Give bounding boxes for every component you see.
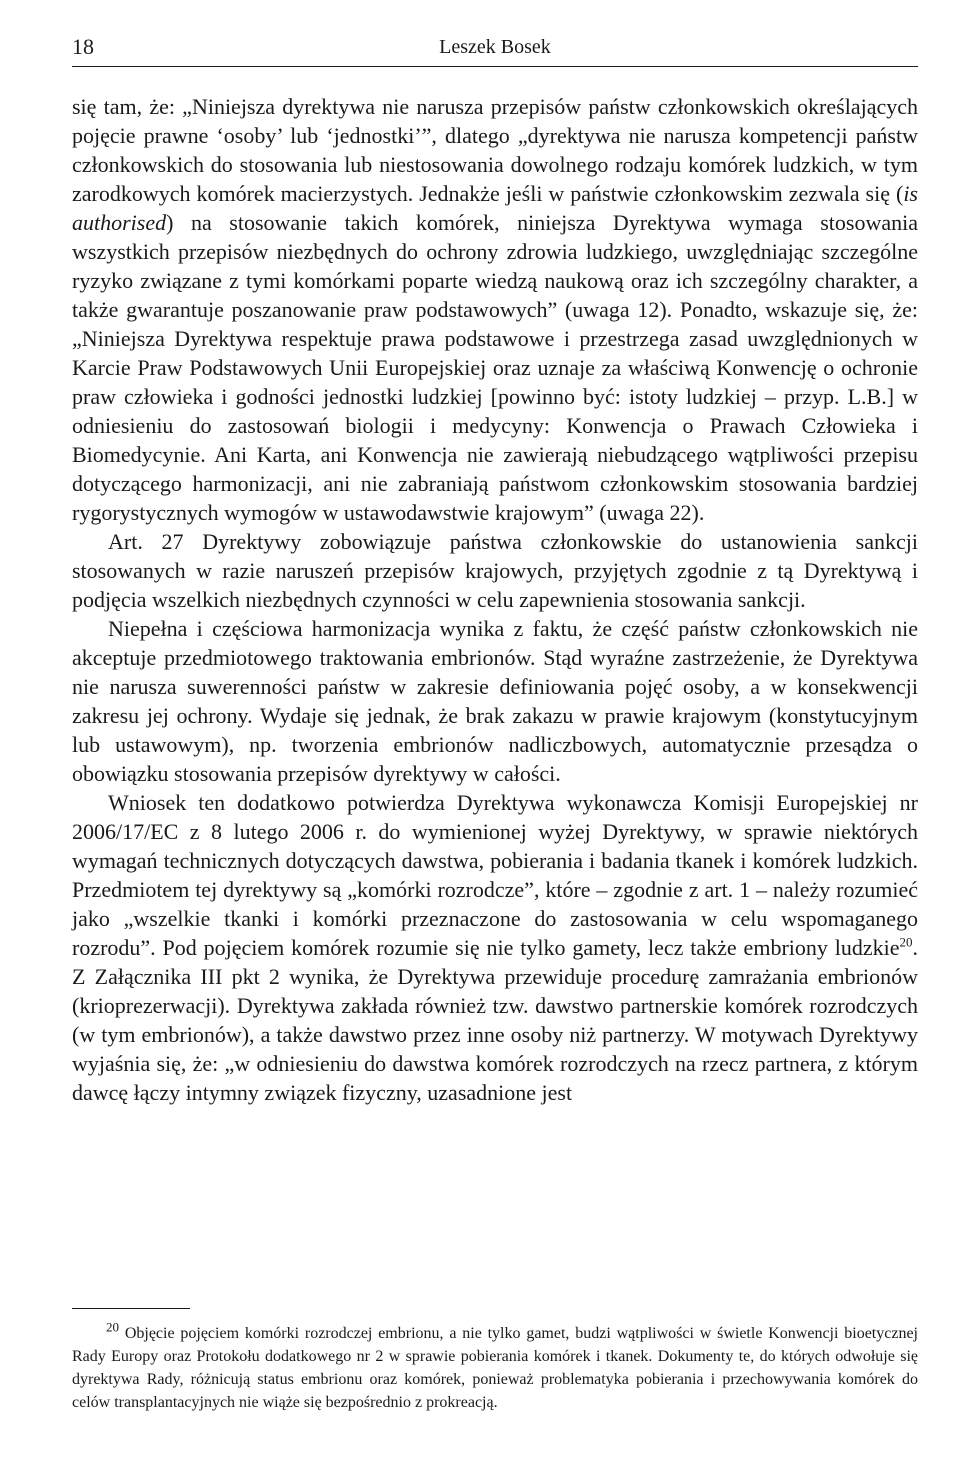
paragraph-2: Art. 27 Dyrektywy zobowiązuje państwa członkowskie do ustanowienia sankcji stosowanych w razie naruszeń przepisów krajowych, przyjętych zgodnie z tą Dyrektywą i podjęcia wszelkich niezbędnych czynności w celu zapewnienia stosowania sankcji. xyxy=(72,529,918,612)
footnote-number: 20 xyxy=(106,1319,119,1335)
body-text xyxy=(72,92,918,1107)
footnote-divider xyxy=(72,1308,190,1309)
page-number: 18 xyxy=(72,34,94,59)
running-head-author: Leszek Bosek xyxy=(439,36,551,58)
paragraph-4 xyxy=(72,788,918,1107)
italic-term: is authorised xyxy=(72,181,918,235)
paragraph-1 xyxy=(72,92,918,527)
paragraph-1-part-a: się tam, że: „Niniejsza dyrektywa nie narusza przepisów państw członkowskich określających pojęcie prawne ‘osoby’ lub ‘jednostki’”, dlatego „dyrektywa nie narusza kompetencji państw członkowskich do stosowania lub niestosowania dowolnego rodzaju komórek ludzkich, w tym zarodkowych komórek macierzystych. Jednakże jeśli w państwie członkowskim zezwala się ( xyxy=(72,94,918,206)
paragraph-4-part-a: Wniosek ten dodatkowo potwierdza Dyrektywa wykonawcza Komisji Europejskiej nr 2006/17/EC z 8 lutego 2006 r. do wymienionej wyżej Dyrektywy, w sprawie niektórych wymagań technicznych dotyczących dawstwa, pobierania i badania tkanek i komórek ludzkich. Przedmiotem tej dyrektywy są „komórki rozrodcze”, które – zgodnie z art. 1 – należy rozumieć jako „wszelkie tkanki i komórki przeznaczone do zastosowania w celu wspomaganego rozrodu”. Pod pojęciem komórek rozumie się nie tylko gamety, lecz także embriony ludzkie xyxy=(72,790,918,960)
paragraph-1-part-b: ) na stosowanie takich komórek, niniejsza Dyrektywa wymaga stosowania wszystkich przepisów niezbędnych do ochrony zdrowia ludzkiego, uwzględniając szczególne ryzyko związane z tymi komórkami poparte wiedzą naukową oraz ich szczególny charakter, a także gwarantuje poszanowanie praw podstawowych” (uwaga 12). Ponadto, wskazuje się, że: „Niniejsza Dyrektywa respektuje prawa podstawowe i przestrzega zasad uwzględnionych w Karcie Praw Podstawowych Unii Europejskiej oraz uznaje za właściwą Konwencję o ochronie praw człowieka i godności jednostki ludzkiej [powinno być: istoty ludzkiej – przyp. L.B.] w odniesieniu do zastosowań biologii i medycyny: Konwencja o Prawach Człowieka i Biomedycynie. Ani Karta, ani Konwencja nie zawierają niebudzącego wątpliwości przepisu dotyczącego harmonizacji, ani nie zabraniają państwom członkowskim stosowania bardziej rygorystycznych wymogów w ustawodawstwie krajowym” (uwaga 22). xyxy=(72,210,918,525)
paragraph-4-part-b: . Z Załącznika III pkt 2 wynika, że Dyrektywa przewiduje procedurę zamrażania embrionów (krioprezerwacji). Dyrektywa zakłada również tzw. dawstwo partnerskie komórek rozrodczych (w tym embrionów), a także dawstwo przez inne osoby niż partnerzy. W motywach Dyrektywy wyjaśnia się, że: „w odniesieniu do dawstwa komórek rozrodczych na rzecz partnera, z którym dawcę łączy intymny związek fizyczny, uzasadnione jest xyxy=(72,935,918,1105)
footnote-reference: 20 xyxy=(899,934,913,950)
footnote-text: Objęcie pojęciem komórki rozrodczej embrionu, a nie tylko gamet, budzi wątpliwości w świetle Konwencji bioetycznej Rady Europy oraz Protokołu dodatkowego nr 2 w sprawie pobierania komórek i tkanek. Dokumenty te, do których odwołuje się dyrektywa Rady, różnicują status embrionu oraz komórek, ponieważ problematyka pobierania i przechowywania komórek do celów transplantacyjnych nie wiąże się bezpośrednio z prokreacją. xyxy=(72,1325,918,1411)
paragraph-3: Niepełna i częściowa harmonizacja wynika z faktu, że część państw członkowskich nie akceptuje przedmiotowego traktowania embrionów. Stąd wyraźne zastrzeżenie, że Dyrektywa nie narusza suwerenności państw w zakresie definiowania pojęć osoby, a w konsekwencji zakresu jej ochrony. Wydaje się jednak, że brak zakazu w prawie krajowym (konstytucyjnym lub ustawowym), np. tworzenia embrionów nadliczbowych, automatycznie przesądza o obowiązku stosowania przepisów dyrektywy w całości. xyxy=(72,616,918,786)
page-header xyxy=(72,32,918,67)
footnote xyxy=(72,1319,918,1414)
